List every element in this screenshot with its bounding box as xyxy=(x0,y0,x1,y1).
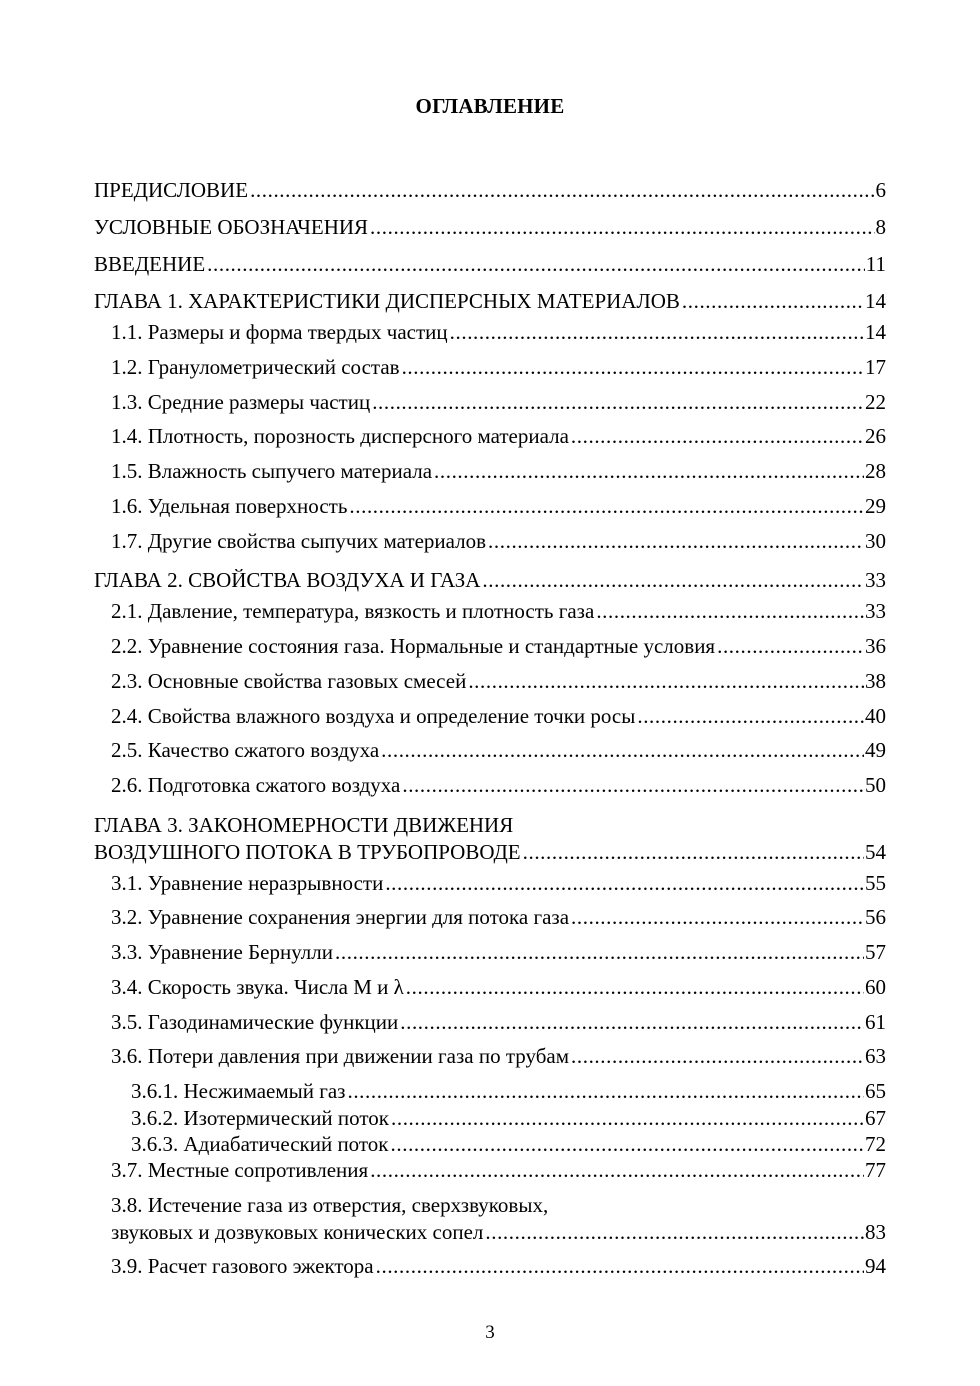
toc-entry-title: 2.2. Уравнение состояния газа. Нормальные и стандартные условия xyxy=(111,634,716,658)
toc-entry-title: 2.4. Свойства влажного воздуха и определение точки росы xyxy=(111,704,636,728)
toc-entry-chapter-3[interactable] xyxy=(94,840,886,864)
toc-entry-title: 3.6. Потери давления при движении газа по трубам xyxy=(111,1044,570,1068)
toc-entry-title: 3.4. Скорость звука. Числа М и λ xyxy=(111,975,404,999)
toc-entry-page: 30 xyxy=(865,529,886,553)
dot-leader xyxy=(523,840,864,864)
dot-leader xyxy=(376,1254,864,1278)
toc-entry-section[interactable] xyxy=(111,634,886,658)
toc-entry-section[interactable] xyxy=(111,905,886,929)
toc-entry-page: 33 xyxy=(865,599,886,623)
toc-entry-section[interactable] xyxy=(111,773,886,797)
toc-entry-section[interactable] xyxy=(111,669,886,693)
toc-entry-introduction[interactable] xyxy=(94,252,886,276)
toc-entry-page: 60 xyxy=(865,975,886,999)
dot-leader xyxy=(468,669,864,693)
toc-entry-section[interactable] xyxy=(111,871,886,895)
dot-leader xyxy=(385,871,864,895)
toc-entry-page: 38 xyxy=(865,669,886,693)
dot-leader xyxy=(391,1106,864,1130)
toc-entry-page: 57 xyxy=(865,940,886,964)
dot-leader xyxy=(400,1010,864,1034)
toc-entry-page: 33 xyxy=(865,568,886,592)
toc-entry-section[interactable] xyxy=(111,424,886,448)
toc-entry-title: 3.6.1. Несжимаемый газ xyxy=(131,1079,346,1103)
toc-entry-subsection[interactable] xyxy=(131,1079,886,1103)
toc-entry-page: 40 xyxy=(865,704,886,728)
dot-leader xyxy=(717,634,864,658)
toc-entry-page: 54 xyxy=(865,840,886,864)
toc-entry-section[interactable] xyxy=(111,1220,886,1244)
page-title: ОГЛАВЛЕНИЕ xyxy=(415,94,565,118)
toc-entry-page: 94 xyxy=(865,1254,886,1278)
toc-entry-chapter-3-line1[interactable]: ГЛАВА 3. ЗАКОНОМЕРНОСТИ ДВИЖЕНИЯ xyxy=(94,813,514,837)
toc-entry-notation[interactable] xyxy=(94,215,886,239)
toc-entry-page: 6 xyxy=(875,178,886,202)
toc-entry-chapter-2[interactable] xyxy=(94,568,886,592)
toc-entry-title: 2.3. Основные свойства газовых смесей xyxy=(111,669,467,693)
toc-entry-section[interactable] xyxy=(111,975,886,999)
toc-entry-title: 1.5. Влажность сыпучего материала xyxy=(111,459,433,483)
dot-leader xyxy=(372,390,864,414)
toc-entry-page: 14 xyxy=(865,320,886,344)
toc-entry-title: 3.9. Расчет газового эжектора xyxy=(111,1254,374,1278)
toc-entry-page: 50 xyxy=(865,773,886,797)
toc-entry-page: 65 xyxy=(865,1079,886,1103)
toc-entry-section[interactable] xyxy=(111,390,886,414)
toc-entry-page: 14 xyxy=(865,289,886,313)
toc-entry-page: 26 xyxy=(865,424,886,448)
toc-entry-page: 56 xyxy=(865,905,886,929)
toc-entry-section[interactable] xyxy=(111,355,886,379)
toc-entry-subsection[interactable] xyxy=(131,1106,886,1130)
toc-entry-section[interactable] xyxy=(111,704,886,728)
dot-leader xyxy=(381,738,864,762)
toc-entry-page: 72 xyxy=(865,1132,886,1156)
toc-entry-title: 1.6. Удельная поверхность xyxy=(111,494,348,518)
toc-entry-page: 55 xyxy=(865,871,886,895)
toc-entry-title: 2.1. Давление, температура, вязкость и плотность газа xyxy=(111,599,595,623)
toc-entry-chapter-1[interactable] xyxy=(94,289,886,313)
toc-entry-title: 3.6.3. Адиабатический поток xyxy=(131,1132,389,1156)
dot-leader xyxy=(250,178,874,202)
toc-entry-section[interactable] xyxy=(111,494,886,518)
toc-entry-page: 83 xyxy=(865,1220,886,1244)
toc-entry-section[interactable] xyxy=(111,1158,886,1182)
toc-entry-title: 2.5. Качество сжатого воздуха xyxy=(111,738,380,762)
dot-leader xyxy=(335,940,864,964)
toc-entry-page: 17 xyxy=(865,355,886,379)
dot-leader xyxy=(434,459,864,483)
toc-entry-title: 3.5. Газодинамические функции xyxy=(111,1010,399,1034)
toc-entry-section[interactable] xyxy=(111,738,886,762)
toc-entry-section[interactable] xyxy=(111,529,886,553)
dot-leader xyxy=(637,704,864,728)
dot-leader xyxy=(571,1044,864,1068)
toc-entry-section[interactable] xyxy=(111,599,886,623)
page-number: 3 xyxy=(485,1322,495,1343)
toc-entry-title: 3.7. Местные сопротивления xyxy=(111,1158,369,1182)
dot-leader xyxy=(391,1132,864,1156)
toc-entry-page: 67 xyxy=(865,1106,886,1130)
dot-leader xyxy=(370,215,874,239)
dot-leader xyxy=(406,975,864,999)
toc-entry-title: УСЛОВНЫЕ ОБОЗНАЧЕНИЯ xyxy=(94,215,369,239)
toc-entry-title: ВВЕДЕНИЕ xyxy=(94,252,206,276)
toc-entry-page: 8 xyxy=(875,215,886,239)
toc-entry-page: 11 xyxy=(865,252,886,276)
toc-entry-page: 63 xyxy=(865,1044,886,1068)
toc-entry-section[interactable] xyxy=(111,320,886,344)
dot-leader xyxy=(207,252,865,276)
toc-entry-title: 3.2. Уравнение сохранения энергии для потока газа xyxy=(111,905,570,929)
toc-entry-page: 77 xyxy=(865,1158,886,1182)
toc-entry-section[interactable] xyxy=(111,1254,886,1278)
dot-leader xyxy=(485,1220,864,1244)
toc-entry-page: 36 xyxy=(865,634,886,658)
dot-leader xyxy=(370,1158,864,1182)
dot-leader xyxy=(488,529,864,553)
toc-entry-title: 1.3. Средние размеры частиц xyxy=(111,390,371,414)
toc-entry-page: 29 xyxy=(865,494,886,518)
toc-entry-title: 3.3. Уравнение Бернулли xyxy=(111,940,334,964)
toc-entry-title: 1.4. Плотность, порозность дисперсного материала xyxy=(111,424,569,448)
dot-leader xyxy=(349,494,864,518)
toc-entry-title: звуковых и дозвуковых конических сопел xyxy=(111,1220,484,1244)
toc-entry-title: 1.7. Другие свойства сыпучих материалов xyxy=(111,529,487,553)
toc-entry-preface[interactable] xyxy=(94,178,886,202)
toc-entry-title: 3.1. Уравнение неразрывности xyxy=(111,871,384,895)
toc-entry-page: 49 xyxy=(865,738,886,762)
toc-entry-section-line1[interactable]: 3.8. Истечение газа из отверстия, сверхзвуковых, xyxy=(111,1193,549,1217)
toc-entry-section[interactable] xyxy=(111,1044,886,1068)
dot-leader xyxy=(482,568,864,592)
toc-entry-title: 1.2. Гранулометрический состав xyxy=(111,355,400,379)
dot-leader xyxy=(682,289,864,313)
toc-entry-title: ВОЗДУШНОГО ПОТОКА В ТРУБОПРОВОДЕ xyxy=(94,840,521,864)
dot-leader xyxy=(402,355,864,379)
toc-entry-section[interactable] xyxy=(111,1010,886,1034)
dot-leader xyxy=(571,905,864,929)
toc-entry-page: 61 xyxy=(865,1010,886,1034)
dot-leader xyxy=(402,773,864,797)
toc-entry-subsection[interactable] xyxy=(131,1132,886,1156)
toc-entry-title: 2.6. Подготовка сжатого воздуха xyxy=(111,773,401,797)
toc-entry-section[interactable] xyxy=(111,940,886,964)
toc-entry-title: ПРЕДИСЛОВИЕ xyxy=(94,178,249,202)
toc-entry-title: ГЛАВА 2. СВОЙСТВА ВОЗДУХА И ГАЗА xyxy=(94,568,481,592)
dot-leader xyxy=(347,1079,864,1103)
dot-leader xyxy=(596,599,864,623)
toc-entry-title: ГЛАВА 1. ХАРАКТЕРИСТИКИ ДИСПЕРСНЫХ МАТЕРИАЛОВ xyxy=(94,289,680,313)
toc-entry-title: 3.6.2. Изотермический поток xyxy=(131,1106,389,1130)
toc-entry-page: 22 xyxy=(865,390,886,414)
dot-leader xyxy=(571,424,864,448)
toc-entry-page: 28 xyxy=(865,459,886,483)
toc-entry-title: 1.1. Размеры и форма твердых частиц xyxy=(111,320,448,344)
toc-entry-section[interactable] xyxy=(111,459,886,483)
dot-leader xyxy=(450,320,864,344)
